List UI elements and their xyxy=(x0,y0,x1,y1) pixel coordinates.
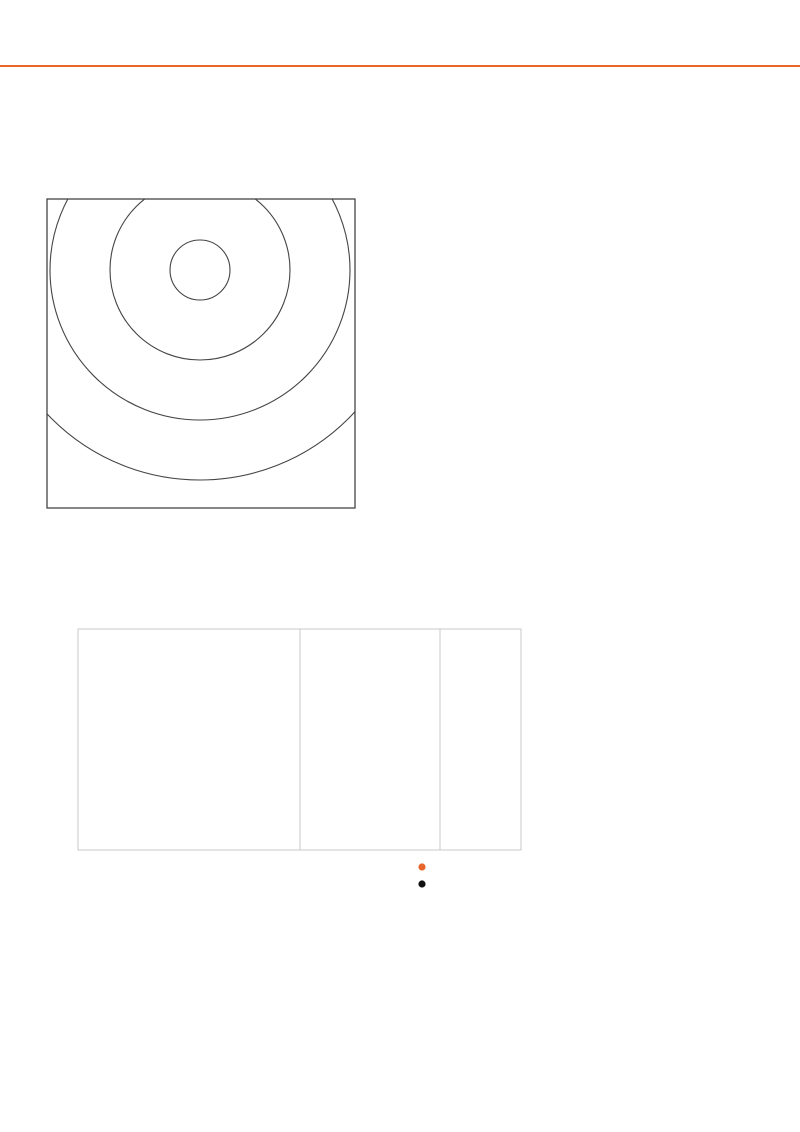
legend-dot-vertical xyxy=(418,880,425,887)
polar-ring xyxy=(50,190,350,420)
polar-diagram xyxy=(0,190,400,520)
illuminance-chart xyxy=(0,575,560,915)
polar-ring xyxy=(110,190,290,360)
polar-ring xyxy=(0,190,400,480)
legend-dot-horizontal xyxy=(418,863,425,870)
polar-frame xyxy=(47,199,355,508)
polar-ring xyxy=(170,240,230,300)
header-divider xyxy=(0,65,800,67)
